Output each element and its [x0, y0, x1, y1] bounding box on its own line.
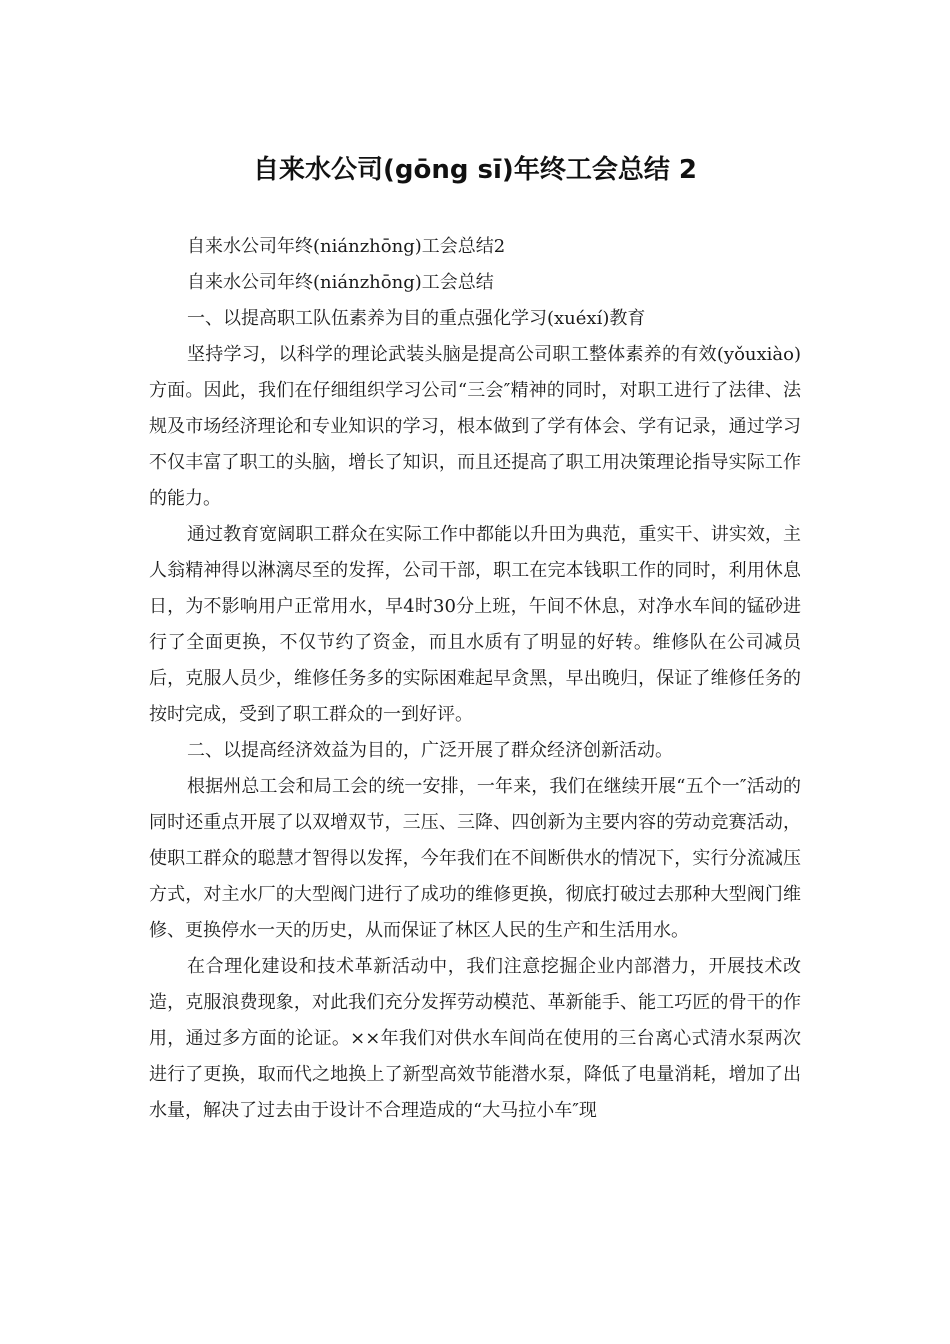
subtitle-paragraph: 自来水公司年终(niánzhōng)工会总结2 [187, 236, 506, 257]
body-paragraph: 通过教育宽阔职工群众在实际工作中都能以升田为典范，重实干、讲实效，主人翁精神得以淋漓尽至的发挥，公司干部，职工在完本钱职工作的同时，利用休息日，为不影响用户正常用水，早4时30分上班，午间不休息，对净水车间的锰砂进行了全面更换，不仅节约了资金，而且水质有了明显的好转。维修队在公司减员后，克服人员少，维修任务多的实际困难起早贪黑，早出晚归，保证了维修任务的按时完成，受到了职工群众的一到好评。 [149, 524, 801, 725]
body-paragraph: 坚持学习，以科学的理论武装头脑是提高公司职工整体素养的有效(yǒuxiào)方面。因此，我们在仔细组织学习公司“三会″精神的同时，对职工进行了法律、法规及市场经济理论和专业知识的学习，根本做到了学有体会、学有记录，通过学习不仅丰富了职工的头脑，增长了知识，而且还提高了职工用决策理论指导实际工作的能力。 [149, 344, 801, 509]
section-heading-1: 一、以提高职工队伍素养为目的重点强化学习(xuéxí)教育 [187, 308, 646, 329]
document-title: 自来水公司(gōng sī)年终工会总结 2 [253, 155, 697, 185]
section-heading-2: 二、以提高经济效益为目的，广泛开展了群众经济创新活动。 [187, 740, 673, 761]
body-paragraph: 在合理化建设和技术革新活动中，我们注意挖掘企业内部潜力，开展技术改造，克服浪费现象，对此我们充分发挥劳动模范、革新能手、能工巧匠的骨干的作用，通过多方面的论证。××年我们对供水车间尚在使用的三台离心式清水泵两次进行了更换，取而代之地换上了新型高效节能潜水泵，降低了电量消耗，增加了出水量，解决了过去由于设计不合理造成的“大马拉小车″现 [149, 956, 801, 1121]
subtitle-paragraph: 自来水公司年终(niánzhōng)工会总结 [187, 272, 494, 293]
document-body [149, 229, 801, 1129]
body-paragraph: 根据州总工会和局工会的统一安排，一年来，我们在继续开展“五个一″活动的同时还重点开展了以双增双节，三压、三降、四创新为主要内容的劳动竞赛活动，使职工群众的聪慧才智得以发挥，今年我们在不间断供水的情况下，实行分流减压方式，对主水厂的大型阀门进行了成功的维修更换，彻底打破过去那种大型阀门维修、更换停水一天的历史，从而保证了林区人民的生产和生活用水。 [149, 776, 801, 941]
